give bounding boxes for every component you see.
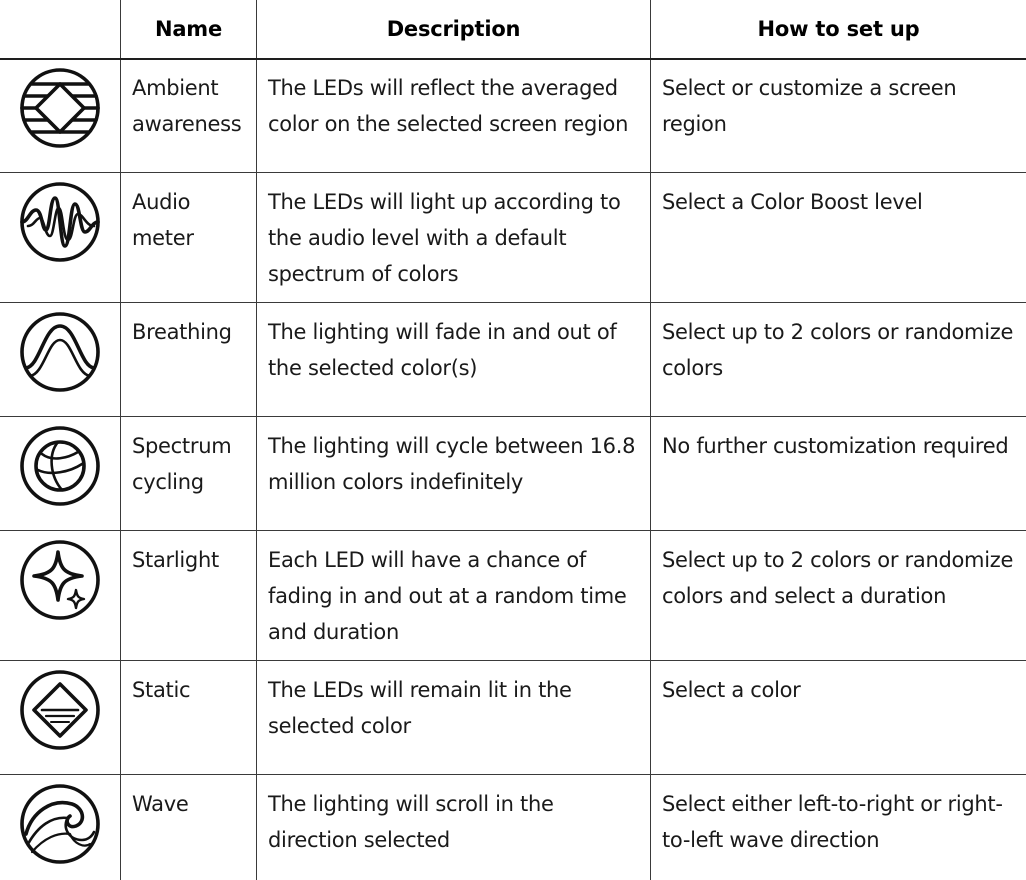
table-row-name xyxy=(132,314,256,350)
description-line: selected color xyxy=(268,714,411,738)
table-row-icon-cell xyxy=(0,180,120,280)
table-row-name xyxy=(132,786,256,822)
table-row-name xyxy=(132,672,256,708)
description-line: direction selected xyxy=(268,828,450,852)
table-row-name xyxy=(132,542,256,578)
description-line: color on the selected screen region xyxy=(268,112,629,136)
table-row-setup xyxy=(662,70,1026,142)
setup-line: Select either left-to-right or right- xyxy=(662,792,1003,816)
table-row-description xyxy=(268,786,650,858)
table-row-name xyxy=(132,184,256,256)
setup-line: No further customization required xyxy=(662,434,1009,458)
setup-line: to-left wave direction xyxy=(662,828,880,852)
table-row-name xyxy=(132,428,256,500)
description-line: The lighting will fade in and out of xyxy=(268,320,617,344)
spectrum-cycling-icon xyxy=(18,424,102,508)
name-line: Audio xyxy=(132,190,191,214)
table-row-setup xyxy=(662,314,1026,386)
header-description: Description xyxy=(386,17,521,41)
table-row-description xyxy=(268,542,650,650)
static-icon xyxy=(18,668,102,752)
table-row-icon-cell xyxy=(0,66,120,166)
description-line: fading in and out at a random time xyxy=(268,584,627,608)
column-divider xyxy=(650,0,651,880)
row-divider xyxy=(0,530,1026,531)
setup-line: region xyxy=(662,112,727,136)
ambient-awareness-icon xyxy=(18,66,102,150)
header-name: Name xyxy=(154,17,223,41)
wave-icon xyxy=(18,782,102,866)
description-line: Each LED will have a chance of xyxy=(268,548,586,572)
table-row-description xyxy=(268,70,650,142)
name-line: Wave xyxy=(132,792,189,816)
table-row-description xyxy=(268,184,650,292)
setup-line: Select up to 2 colors or randomize xyxy=(662,320,1014,344)
setup-line: Select a color xyxy=(662,678,801,702)
header-setup: How to set up xyxy=(757,17,920,41)
table-row-name xyxy=(132,70,256,142)
name-line: meter xyxy=(132,226,194,250)
description-line: spectrum of colors xyxy=(268,262,459,286)
table-row-description xyxy=(268,672,650,744)
table-row-setup xyxy=(662,542,1026,614)
column-divider xyxy=(120,0,121,880)
description-line: and duration xyxy=(268,620,399,644)
name-line: Static xyxy=(132,678,191,702)
description-line: The lighting will cycle between 16.8 xyxy=(268,434,636,458)
row-divider xyxy=(0,416,1026,417)
row-divider xyxy=(0,660,1026,661)
row-divider xyxy=(0,172,1026,173)
description-line: The LEDs will light up according to xyxy=(268,190,621,214)
row-divider xyxy=(0,774,1026,775)
name-line: Breathing xyxy=(132,320,232,344)
table-row-description xyxy=(268,428,650,500)
starlight-icon xyxy=(18,538,102,622)
setup-line: Select a Color Boost level xyxy=(662,190,923,214)
column-divider xyxy=(256,0,257,880)
header-divider xyxy=(0,58,1026,60)
row-divider xyxy=(0,302,1026,303)
name-line: Ambient xyxy=(132,76,219,100)
setup-line: Select up to 2 colors or randomize xyxy=(662,548,1014,572)
table-row-setup xyxy=(662,184,1026,220)
description-line: The LEDs will reflect the averaged xyxy=(268,76,618,100)
setup-line: colors and select a duration xyxy=(662,584,947,608)
description-line: The LEDs will remain lit in the xyxy=(268,678,572,702)
description-line: million colors indefinitely xyxy=(268,470,524,494)
setup-line: Select or customize a screen xyxy=(662,76,957,100)
audio-meter-icon xyxy=(18,180,102,264)
table-row-icon-cell xyxy=(0,668,120,768)
table-row-icon-cell xyxy=(0,424,120,524)
description-line: the audio level with a default xyxy=(268,226,567,250)
description-line: The lighting will scroll in the xyxy=(268,792,554,816)
name-line: awareness xyxy=(132,112,242,136)
name-line: Spectrum xyxy=(132,434,232,458)
setup-line: colors xyxy=(662,356,723,380)
table-row-icon-cell xyxy=(0,538,120,638)
name-line: cycling xyxy=(132,470,204,494)
table-row-icon-cell xyxy=(0,782,120,880)
table-row-setup xyxy=(662,672,1026,708)
table-row-icon-cell xyxy=(0,310,120,410)
name-line: Starlight xyxy=(132,548,219,572)
breathing-icon xyxy=(18,310,102,394)
table-row-setup xyxy=(662,786,1026,858)
description-line: the selected color(s) xyxy=(268,356,478,380)
table-row-setup xyxy=(662,428,1026,464)
table-row-description xyxy=(268,314,650,386)
